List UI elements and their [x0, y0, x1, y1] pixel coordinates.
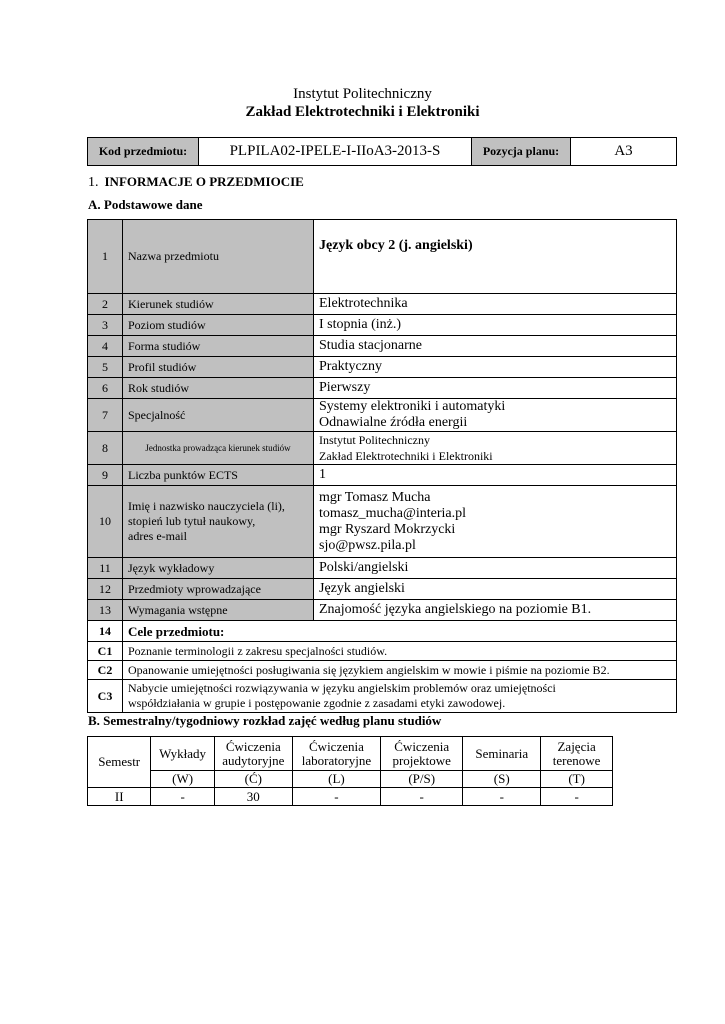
row-number: 6	[88, 378, 123, 399]
info-row	[88, 378, 677, 399]
info-row	[88, 600, 677, 621]
cell-line: Nabycie umiejętności rozwiązywania w języku angielskim problemów oraz umiejętności	[128, 681, 556, 695]
subsection-heading-b: B. Semestralny/tygodniowy rozkład zajęć według planu studiów	[88, 713, 442, 728]
schedule-table	[87, 736, 613, 806]
schedule-semester-header: Semestr	[88, 737, 151, 788]
goals-header-row	[88, 621, 677, 642]
plan-position-value: A3	[571, 138, 677, 166]
course-code-value: PLPILA02-IPELE-I-IIoA3-2013-S	[199, 138, 472, 166]
schedule-column-header	[292, 737, 380, 771]
row-number: 4	[88, 336, 123, 357]
cell-line: projektowe	[392, 752, 451, 768]
schedule-column-value: -	[463, 788, 541, 806]
schedule-semester-value: II	[88, 788, 151, 806]
row-number: 7	[88, 399, 123, 432]
cell-line: terenowe	[552, 752, 601, 768]
row-value: Znajomość języka angielskiego na poziomie B1.	[314, 600, 677, 621]
info-row	[88, 465, 677, 486]
goals-title: Cele przedmiotu:	[123, 621, 677, 642]
document-header	[0, 86, 725, 121]
cell-line: Ćwiczenia	[309, 738, 364, 754]
cell-line: współdziałania w grupie i postępowanie zgodnie z zasadami etyki zawodowej.	[128, 696, 506, 710]
info-row	[88, 486, 677, 558]
info-row	[88, 336, 677, 357]
schedule-column-symbol: (T)	[541, 771, 613, 788]
row-key: Liczba punktów ECTS	[123, 465, 314, 486]
row-number: 9	[88, 465, 123, 486]
row-key: Przedmioty wprowadzające	[123, 579, 314, 600]
row-value: Pierwszy	[314, 378, 677, 399]
goal-row	[88, 642, 677, 661]
info-row	[88, 357, 677, 378]
row-key: Poziom studiów	[123, 315, 314, 336]
row-number: 3	[88, 315, 123, 336]
info-row	[88, 558, 677, 579]
schedule-column-value: -	[381, 788, 463, 806]
row-number: 12	[88, 579, 123, 600]
schedule-column-value: 30	[214, 788, 292, 806]
institute-name: Instytut Politechniczny	[293, 86, 432, 102]
goals-number: 14	[88, 621, 123, 642]
schedule-column-header	[463, 737, 541, 771]
cell-line: Ćwiczenia	[225, 738, 281, 754]
schedule-column-symbol: (P/S)	[381, 771, 463, 788]
schedule-column-header	[151, 737, 214, 771]
row-value	[314, 399, 677, 432]
row-value: Polski/angielski	[314, 558, 677, 579]
goal-text: Poznanie terminologii z zakresu specjalności studiów.	[123, 642, 677, 661]
row-value: Język obcy 2 (j. angielski)	[314, 220, 677, 294]
schedule-column-header	[214, 737, 292, 771]
row-value: Język angielski	[314, 579, 677, 600]
cell-line: Wykłady	[159, 745, 207, 761]
goal-code: C3	[88, 680, 123, 713]
info-row	[88, 315, 677, 336]
department-name: Zakład Elektrotechniki i Elektroniki	[245, 104, 480, 120]
row-value: 1	[314, 465, 677, 486]
row-number: 10	[88, 486, 123, 558]
row-number: 1	[88, 220, 123, 294]
schedule-column-value: -	[151, 788, 214, 806]
row-key: Język wykładowy	[123, 558, 314, 579]
row-key: Nazwa przedmiotu	[123, 220, 314, 294]
info-row	[88, 220, 677, 294]
info-row	[88, 294, 677, 315]
info-row	[88, 432, 677, 465]
goal-code: C2	[88, 661, 123, 680]
cell-line: Imię i nazwisko nauczyciela (li),	[128, 499, 285, 513]
row-number: 5	[88, 357, 123, 378]
cell-line: audytoryjne	[222, 752, 285, 768]
course-code-label: Kod przedmiotu:	[88, 138, 199, 166]
goal-code: C1	[88, 642, 123, 661]
row-value: Studia stacjonarne	[314, 336, 677, 357]
row-key	[123, 486, 314, 558]
row-key: Specjalność	[123, 399, 314, 432]
schedule-column-symbol: (S)	[463, 771, 541, 788]
subsection-heading-a: A. Podstawowe dane	[88, 197, 203, 212]
info-row	[88, 579, 677, 600]
plan-position-label: Pozycja planu:	[472, 138, 571, 166]
schedule-column-header	[541, 737, 613, 771]
cell-line: Zakład Elektrotechniki i Elektroniki	[319, 449, 493, 463]
cell-line: Systemy elektroniki i automatyki	[319, 399, 506, 414]
info-row	[88, 399, 677, 432]
course-code-table	[87, 137, 677, 166]
row-value	[314, 432, 677, 465]
basic-info-table	[87, 219, 677, 713]
cell-line: Seminaria	[475, 745, 529, 761]
cell-line: Odnawialne źródła energii	[319, 415, 468, 430]
cell-line: adres e-mail	[128, 529, 187, 543]
row-number: 8	[88, 432, 123, 465]
schedule-column-symbol: (L)	[292, 771, 380, 788]
schedule-column-value: -	[541, 788, 613, 806]
schedule-column-header	[381, 737, 463, 771]
row-value: I stopnia (inż.)	[314, 315, 677, 336]
schedule-column-symbol: (Ć)	[214, 771, 292, 788]
cell-line: laboratoryjne	[301, 752, 372, 768]
schedule-column-value: -	[292, 788, 380, 806]
cell-line: stopień lub tytuł naukowy,	[128, 514, 256, 528]
row-number: 11	[88, 558, 123, 579]
row-value: Praktyczny	[314, 357, 677, 378]
row-key: Rok studiów	[123, 378, 314, 399]
schedule-column-symbol: (W)	[151, 771, 214, 788]
row-key: Wymagania wstępne	[123, 600, 314, 621]
row-key: Forma studiów	[123, 336, 314, 357]
cell-line: tomasz_mucha@interia.pl	[319, 505, 467, 521]
section-heading-1	[88, 174, 304, 191]
cell-line: Instytut Politechniczny	[319, 433, 430, 447]
row-number: 13	[88, 600, 123, 621]
goal-row	[88, 680, 677, 713]
cell-line: sjo@pwsz.pila.pl	[319, 537, 416, 553]
row-key: Profil studiów	[123, 357, 314, 378]
cell-line: Zajęcia	[557, 738, 596, 754]
row-value	[314, 486, 677, 558]
section-number: 1.	[88, 175, 99, 190]
section-title: INFORMACJE O PRZEDMIOCIE	[104, 174, 304, 189]
cell-line: mgr Ryszard Mokrzycki	[319, 521, 456, 537]
row-number: 2	[88, 294, 123, 315]
row-key: Jednostka prowadząca kierunek studiów	[123, 432, 314, 465]
cell-line: mgr Tomasz Mucha	[319, 489, 431, 505]
goal-text: Opanowanie umiejętności posługiwania się językiem angielskim w mowie i piśmie na poziomie B2.	[123, 661, 677, 680]
cell-line: Ćwiczenia	[394, 738, 450, 754]
row-key: Kierunek studiów	[123, 294, 314, 315]
goal-text	[123, 680, 677, 713]
row-value: Elektrotechnika	[314, 294, 677, 315]
goal-row	[88, 661, 677, 680]
